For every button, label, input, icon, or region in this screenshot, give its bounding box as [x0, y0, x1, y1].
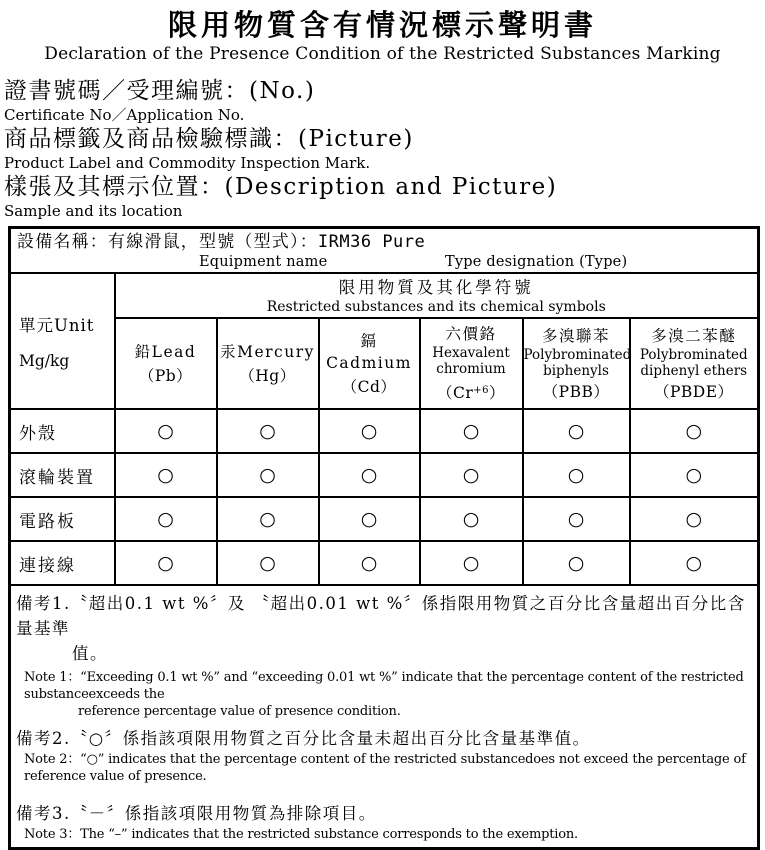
notes-cell	[10, 585, 759, 849]
compliance-mark: ○	[630, 453, 759, 497]
compliance-mark: ○	[630, 497, 759, 541]
note3-zh: 備考3.〝－〞係指該項限用物質為排除項目。	[16, 804, 377, 823]
note2-en: Note 2：“○” indicates that the percentage content of the restricted substancedoes not exceed the percentage of reference value of presence.	[24, 752, 746, 784]
sample-location-label-en: Sample and its location	[4, 202, 183, 220]
document-title-zh: 限用物質含有情況標示聲明書	[167, 8, 597, 42]
compliance-mark: ○	[115, 541, 217, 585]
type-designation-en-label: Type designation (Type)	[445, 254, 628, 270]
note3-en: Note 3：The “–” indicates that the restricted substance corresponds to the exemption.	[24, 827, 578, 842]
component-label-pcb: 電路板	[10, 497, 115, 541]
hexavalent-chromium-label-zh: 六價鉻	[445, 325, 497, 343]
column-header-mercury	[217, 318, 319, 409]
pbb-label-en1: Polybrominated	[523, 346, 632, 363]
component-label-cable: 連接線	[10, 541, 115, 585]
note1-zh-line1: 備考1.〝超出0.1 wt %〞及 〝超出0.01 wt %〞係指限用物質之百分比含量超出百分比含量基準	[16, 594, 746, 638]
compliance-mark: ○	[319, 453, 420, 497]
chromium-symbol-superscript: +6	[473, 385, 489, 396]
compliance-mark: ○	[217, 497, 319, 541]
table-row	[10, 541, 759, 585]
table-row	[10, 453, 759, 497]
compliance-mark: ○	[523, 541, 630, 585]
equipment-name-cell	[10, 228, 759, 274]
compliance-mark: ○	[420, 541, 523, 585]
model-number: IRM36 Pure	[317, 232, 426, 252]
compliance-mark: ○	[630, 409, 759, 453]
mercury-label: 汞Mercury	[220, 342, 315, 361]
compliance-mark: ○	[115, 409, 217, 453]
column-header-cadmium	[319, 318, 420, 409]
hexavalent-chromium-label-en2: chromium	[436, 361, 506, 377]
table-row	[10, 409, 759, 453]
pbde-label-en2: diphenyl ethers	[640, 362, 748, 379]
equipment-name-sublabels	[17, 254, 757, 271]
compliance-mark: ○	[523, 409, 630, 453]
document-title-en: Declaration of the Presence Condition of the Restricted Substances Marking	[44, 44, 721, 64]
compliance-mark: ○	[523, 497, 630, 541]
certificate-number-label-zh: 證書號碼／受理編號：(No.)	[4, 78, 316, 104]
unit-label: 單元Unit	[19, 316, 95, 335]
compliance-mark: ○	[217, 409, 319, 453]
pbde-symbol: （PBDE）	[653, 382, 734, 401]
unit-value: Mg/kg	[19, 352, 70, 370]
note1-zh-line2: 值。	[72, 644, 108, 663]
product-label-label-en: Product Label and Commodity Inspection Mark.	[4, 154, 371, 172]
compliance-mark: ○	[217, 453, 319, 497]
cadmium-label: 鎘Cadmium	[326, 331, 412, 372]
equipment-name-line	[17, 231, 757, 254]
note1-en-line2: reference percentage value of presence condition.	[78, 704, 401, 719]
equipment-name-en-label: Equipment name	[199, 254, 328, 270]
hexavalent-chromium-symbol	[421, 380, 522, 404]
document-header	[0, 6, 765, 64]
compliance-mark: ○	[217, 541, 319, 585]
compliance-mark: ○	[115, 497, 217, 541]
lead-label: 鉛Lead	[134, 342, 197, 361]
compliance-mark: ○	[319, 497, 420, 541]
compliance-mark: ○	[420, 497, 523, 541]
product-label-label-zh: 商品標籤及商品檢驗標識：(Picture)	[4, 126, 414, 152]
compliance-mark: ○	[420, 453, 523, 497]
compliance-mark: ○	[630, 541, 759, 585]
restricted-substances-header-en: Restricted substances and its chemical symbols	[266, 298, 606, 315]
pbb-label-en2: biphenyls	[543, 362, 609, 379]
component-label-roller: 滾輪裝置	[10, 453, 115, 497]
compliance-mark: ○	[523, 453, 630, 497]
chromium-symbol-close: ）	[489, 384, 506, 402]
column-header-lead	[115, 318, 217, 409]
chromium-symbol-base: （Cr	[436, 384, 474, 402]
hexavalent-chromium-label-en1: Hexavalent	[432, 345, 510, 361]
cadmium-symbol: （Cd）	[341, 377, 397, 396]
restricted-substances-header-zh: 限用物質及其化學符號	[338, 277, 534, 297]
column-header-pbb	[523, 318, 630, 409]
compliance-mark: ○	[115, 453, 217, 497]
note2-zh: 備考2.〝○〞係指該項限用物質之百分比含量未超出百分比含量基準值。	[16, 729, 591, 748]
column-header-pbde	[630, 318, 759, 409]
unit-header-cell	[10, 273, 115, 409]
compliance-mark: ○	[420, 409, 523, 453]
component-label-case: 外殼	[10, 409, 115, 453]
equipment-name-label: 設備名稱：有線滑鼠，型號（型式）：	[17, 232, 318, 252]
note1-en-line1: Note 1：“Exceeding 0.1 wt %” and “exceeding 0.01 wt %” indicate that the percentage content of the restricted substanceexceeds the	[24, 670, 744, 702]
pbde-label-en1: Polybrominated	[639, 346, 748, 363]
sample-location-label-zh: 樣張及其標示位置：(Description and Picture)	[4, 174, 558, 200]
pbb-symbol: （PBB）	[542, 382, 610, 401]
restricted-substances-table	[8, 226, 760, 850]
pbb-label-zh: 多溴聯苯	[541, 326, 610, 345]
restricted-substances-header-cell	[115, 273, 759, 318]
column-header-hexavalent-chromium	[420, 318, 523, 409]
compliance-mark: ○	[319, 409, 420, 453]
lead-symbol: （Pb）	[138, 366, 193, 385]
mercury-symbol: （Hg）	[239, 366, 296, 385]
pbde-label-zh: 多溴二苯醚	[651, 326, 737, 345]
table-row	[10, 497, 759, 541]
certificate-number-label-en: Certificate No／Application No.	[4, 106, 245, 124]
certificate-fields	[4, 76, 765, 220]
compliance-mark: ○	[319, 541, 420, 585]
